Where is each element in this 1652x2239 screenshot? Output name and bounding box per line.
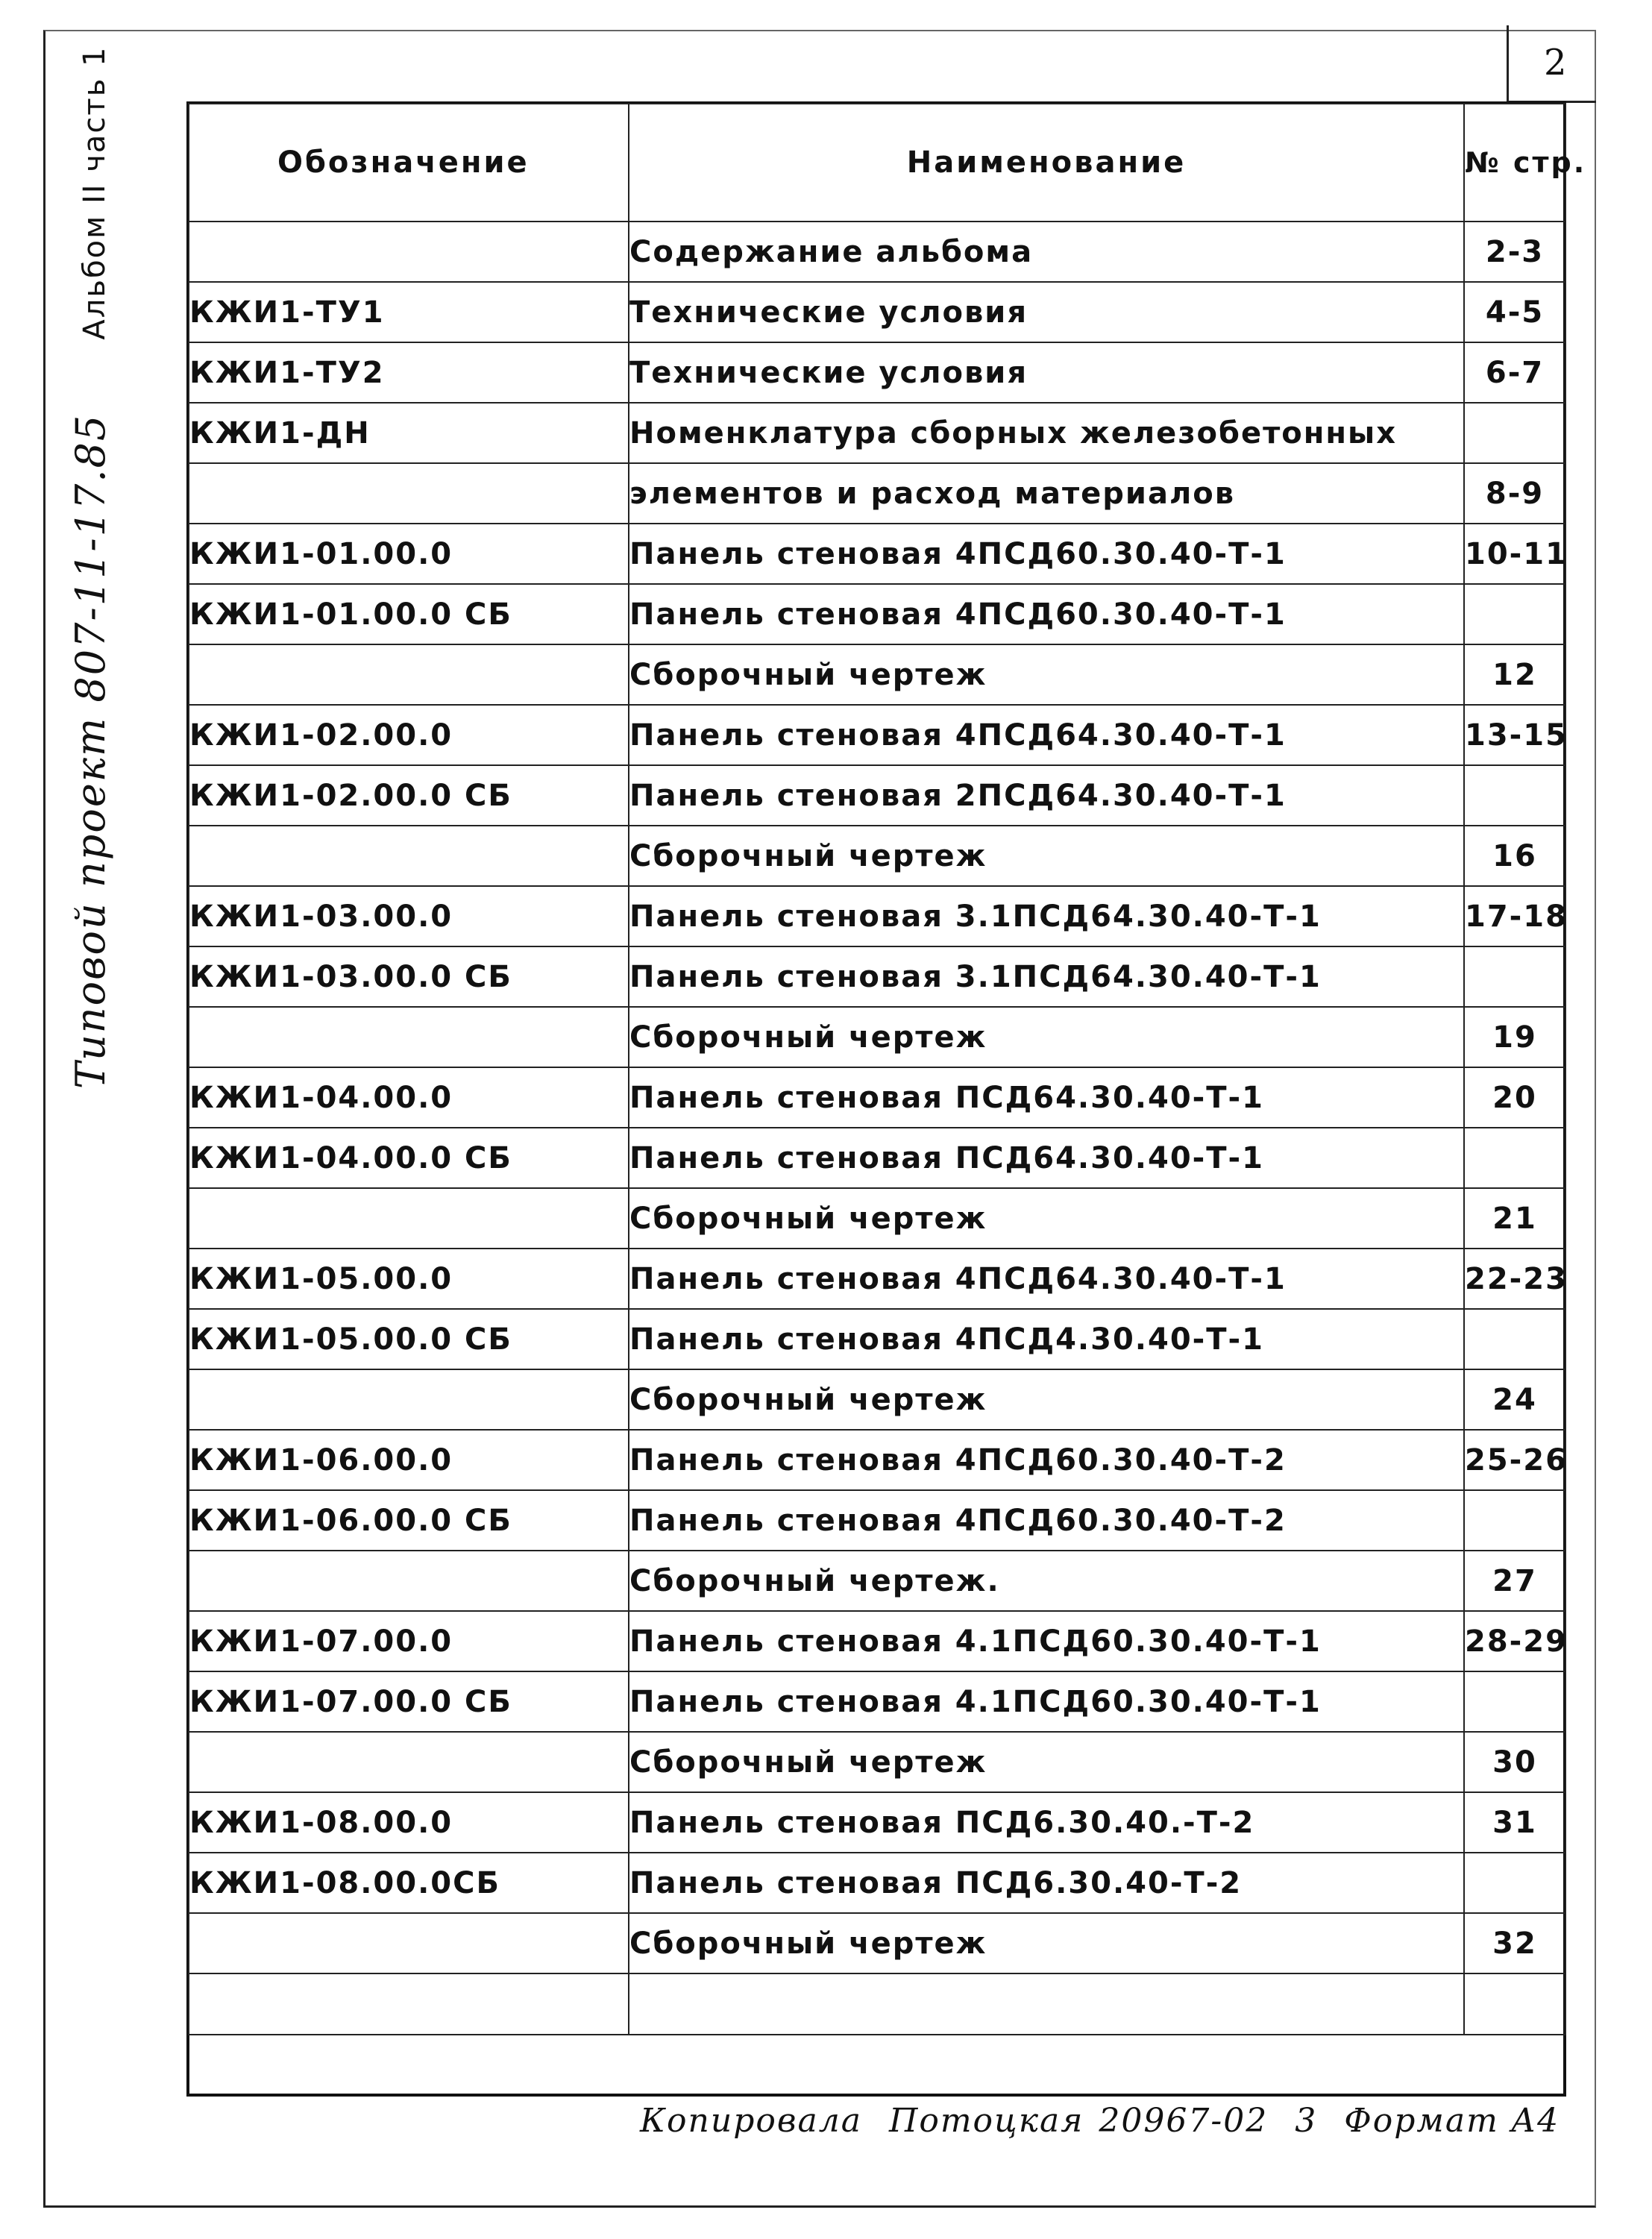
row-designation: КЖИ1-01.00.0	[189, 524, 629, 584]
row-designation: КЖИ1-05.00.0	[189, 1249, 629, 1309]
table-body	[189, 222, 1568, 2035]
row-designation: КЖИ1-04.00.0	[189, 1067, 629, 1128]
row-name: Технические условия	[629, 282, 1464, 342]
row-name: Содержание альбома	[629, 222, 1464, 282]
table-row	[189, 584, 1565, 644]
row-designation: КЖИ1-ТУ2	[189, 342, 629, 403]
table-row	[189, 463, 1565, 524]
table-row	[189, 1551, 1565, 1611]
row-name: Сборочный чертеж	[629, 1369, 1464, 1430]
row-designation: КЖИ1-04.00.0 СБ	[189, 1128, 629, 1188]
table-row	[189, 1913, 1565, 1973]
row-page: 25-26	[1464, 1430, 1565, 1490]
row-name: Панель стеновая ПСД64.30.40-Т-1	[629, 1067, 1464, 1128]
row-page: 12	[1464, 644, 1565, 705]
row-page: 28-29	[1464, 1611, 1565, 1671]
table-row	[189, 1611, 1565, 1671]
table-row	[189, 282, 1565, 342]
header-page: № стр.	[1464, 104, 1565, 222]
row-designation: КЖИ1-06.00.0	[189, 1430, 629, 1490]
page-number: 2	[1544, 42, 1567, 84]
row-designation	[189, 1732, 629, 1792]
row-name: Панель стеновая ПСД6.30.40-Т-2	[629, 1853, 1464, 1913]
row-page	[1464, 1128, 1565, 1188]
table-row	[189, 403, 1565, 463]
row-name: Панель стеновая 4ПСД60.30.40-Т-1	[629, 524, 1464, 584]
table-row	[189, 342, 1565, 403]
footer-name: Потоцкая	[888, 2102, 1084, 2140]
row-designation: КЖИ1-06.00.0 СБ	[189, 1490, 629, 1551]
footer-format: Формат А4	[1344, 2102, 1560, 2140]
row-name: Сборочный чертеж.	[629, 1551, 1464, 1611]
footer-copied-by: Копировала	[640, 2102, 862, 2140]
row-page	[1464, 1490, 1565, 1551]
footer	[640, 2102, 1574, 2140]
row-page	[1464, 584, 1565, 644]
table-row	[189, 1973, 1565, 2035]
table-row	[189, 222, 1565, 282]
table-row	[189, 946, 1565, 1007]
row-name: Технические условия	[629, 342, 1464, 403]
row-page: 21	[1464, 1188, 1565, 1249]
row-name: Сборочный чертеж	[629, 644, 1464, 705]
album-part: Альбом II часть 1	[78, 45, 112, 340]
project-designation: Типовой проект 807-11-17.85	[67, 413, 114, 1089]
row-designation	[189, 1913, 629, 1973]
row-name: Панель стеновая 3.1ПСД64.30.40-Т-1	[629, 886, 1464, 946]
row-designation: КЖИ1-03.00.0	[189, 886, 629, 946]
row-name: Панель стеновая 4.1ПСД60.30.40-Т-1	[629, 1611, 1464, 1671]
row-page: 19	[1464, 1007, 1565, 1067]
header-name: Наименование	[629, 104, 1464, 222]
table-row	[189, 1792, 1565, 1853]
row-designation: КЖИ1-07.00.0	[189, 1611, 629, 1671]
row-page: 13-15	[1464, 705, 1565, 765]
row-name: Панель стеновая 2ПСД64.30.40-Т-1	[629, 765, 1464, 826]
row-page: 8-9	[1464, 463, 1565, 524]
row-page	[1464, 1853, 1565, 1913]
row-name: Сборочный чертеж	[629, 1007, 1464, 1067]
header-designation: Обозначение	[189, 104, 629, 222]
table-header-row	[189, 104, 1565, 222]
table-row	[189, 644, 1565, 705]
row-name: Номенклатура сборных железобетонных	[629, 403, 1464, 463]
row-name: Панель стеновая 4.1ПСД60.30.40-Т-1	[629, 1671, 1464, 1732]
row-page: 16	[1464, 826, 1565, 886]
footer-sheet: 3	[1295, 2102, 1318, 2140]
row-designation	[189, 1369, 629, 1430]
row-name: Панель стеновая 4ПСД60.30.40-Т-1	[629, 584, 1464, 644]
row-name: Панель стеновая 4ПСД4.30.40-Т-1	[629, 1309, 1464, 1369]
row-page: 22-23	[1464, 1249, 1565, 1309]
row-name: Сборочный чертеж	[629, 1732, 1464, 1792]
row-designation: КЖИ1-01.00.0 СБ	[189, 584, 629, 644]
row-page	[1464, 1309, 1565, 1369]
table-row	[189, 1188, 1565, 1249]
table-row	[189, 1128, 1565, 1188]
table-row	[189, 765, 1565, 826]
row-page: 30	[1464, 1732, 1565, 1792]
row-page	[1464, 403, 1565, 463]
table-row	[189, 826, 1565, 886]
row-page: 10-11	[1464, 524, 1565, 584]
contents-table	[188, 103, 1587, 2035]
row-designation: КЖИ1-02.00.0	[189, 705, 629, 765]
row-designation	[189, 222, 629, 282]
row-page	[1464, 765, 1565, 826]
table-row	[189, 1007, 1565, 1067]
row-name	[629, 1973, 1464, 2035]
row-name: Сборочный чертеж	[629, 1913, 1464, 1973]
row-name: Панель стеновая ПСД6.30.40.-Т-2	[629, 1792, 1464, 1853]
row-designation: КЖИ1-07.00.0 СБ	[189, 1671, 629, 1732]
row-designation: КЖИ1-08.00.0	[189, 1792, 629, 1853]
row-designation	[189, 1551, 629, 1611]
table-row	[189, 1067, 1565, 1128]
row-name: Панель стеновая 4ПСД60.30.40-Т-2	[629, 1430, 1464, 1490]
row-name: Панель стеновая 4ПСД60.30.40-Т-2	[629, 1490, 1464, 1551]
row-designation	[189, 644, 629, 705]
row-page: 20	[1464, 1067, 1565, 1128]
row-designation	[189, 1188, 629, 1249]
row-page	[1464, 946, 1565, 1007]
row-designation: КЖИ1-ДН	[189, 403, 629, 463]
row-designation: КЖИ1-08.00.0СБ	[189, 1853, 629, 1913]
row-name: Панель стеновая ПСД64.30.40-Т-1	[629, 1128, 1464, 1188]
table-row	[189, 1369, 1565, 1430]
row-page: 6-7	[1464, 342, 1565, 403]
table-row	[189, 1490, 1565, 1551]
row-page	[1464, 1671, 1565, 1732]
table-row	[189, 886, 1565, 946]
row-page: 31	[1464, 1792, 1565, 1853]
row-page: 27	[1464, 1551, 1565, 1611]
row-name: Панель стеновая 3.1ПСД64.30.40-Т-1	[629, 946, 1464, 1007]
row-designation: КЖИ1-02.00.0 СБ	[189, 765, 629, 826]
table-row	[189, 705, 1565, 765]
row-name: Сборочный чертеж	[629, 826, 1464, 886]
row-name: Панель стеновая 4ПСД64.30.40-Т-1	[629, 1249, 1464, 1309]
row-name: Панель стеновая 4ПСД64.30.40-Т-1	[629, 705, 1464, 765]
row-page: 2-3	[1464, 222, 1565, 282]
row-page	[1464, 1973, 1565, 2035]
row-name: элементов и расход материалов	[629, 463, 1464, 524]
row-designation	[189, 1973, 629, 2035]
row-page: 17-18	[1464, 886, 1565, 946]
table-row	[189, 524, 1565, 584]
row-designation: КЖИ1-03.00.0 СБ	[189, 946, 629, 1007]
side-label	[67, 46, 114, 1089]
table-row	[189, 1671, 1565, 1732]
table-row	[189, 1732, 1565, 1792]
row-page: 32	[1464, 1913, 1565, 1973]
row-name: Сборочный чертеж	[629, 1188, 1464, 1249]
row-designation	[189, 463, 629, 524]
row-designation: КЖИ1-ТУ1	[189, 282, 629, 342]
row-page: 4-5	[1464, 282, 1565, 342]
table-row	[189, 1309, 1565, 1369]
row-designation: КЖИ1-05.00.0 СБ	[189, 1309, 629, 1369]
table-row	[189, 1249, 1565, 1309]
table-row	[189, 1853, 1565, 1913]
row-designation	[189, 826, 629, 886]
row-designation	[189, 1007, 629, 1067]
row-page: 24	[1464, 1369, 1565, 1430]
table-row	[189, 1430, 1565, 1490]
footer-number: 20967-02	[1099, 2102, 1269, 2140]
